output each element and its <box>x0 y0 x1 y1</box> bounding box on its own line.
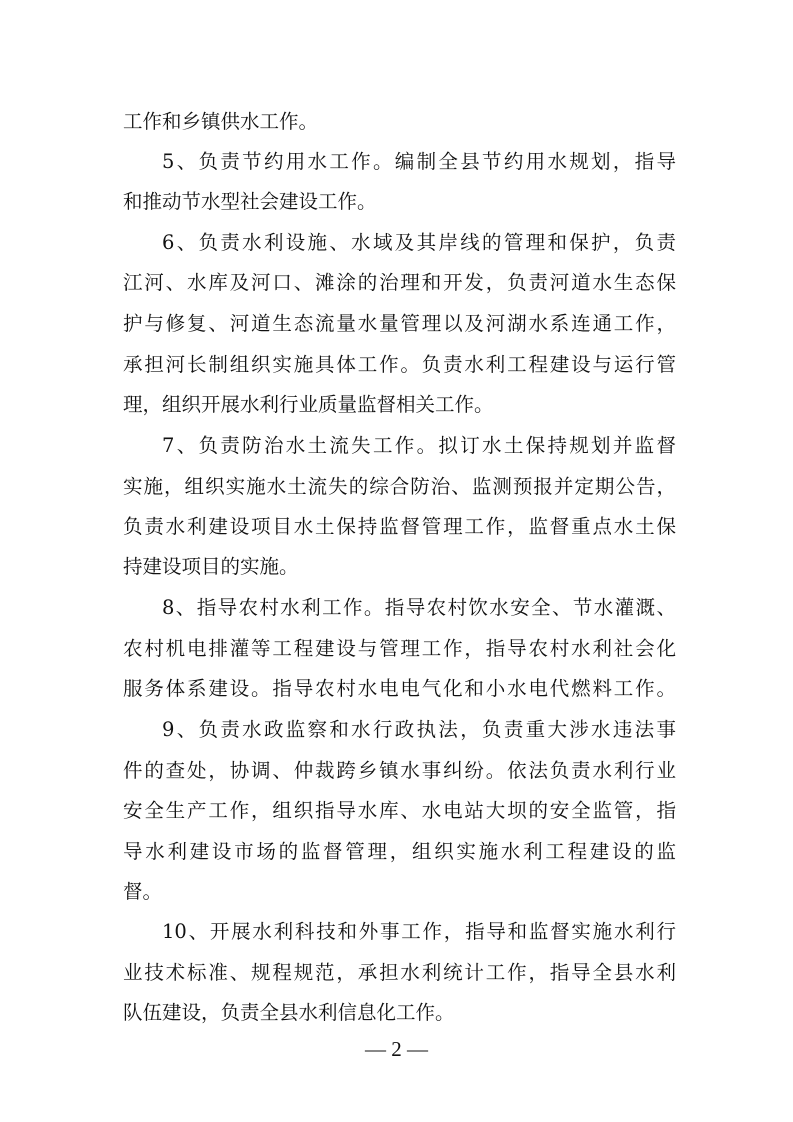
text-line: 6、负责水利设施、水域及其岸线的管理和保护，负责 <box>162 231 676 254</box>
text-line: 工作和乡镇供水工作。 <box>123 110 319 133</box>
text-line: 实施，组织实施水土流失的综合防治、监测预报并定期公告， <box>123 475 676 498</box>
text-line: 江河、水库及河口、滩涂的治理和开发，负责河道水生态保 <box>123 271 676 294</box>
text-line: 10、开展水利科技和外事工作，指导和监督实施水利行 <box>162 920 676 943</box>
text-line: 理，组织开展水利行业质量监督相关工作。 <box>123 393 494 416</box>
text-line: 件的查处，协调、仲裁跨乡镇水事纠纷。依法负责水利行业 <box>123 759 676 782</box>
text-line: 服务体系建设。指导农村水电电气化和小水电代燃料工作。 <box>123 677 676 700</box>
text-line: 安全生产工作，组织指导水库、水电站大坝的安全监管，指 <box>123 799 676 822</box>
text-line: 护与修复、河道生态流量水量管理以及河湖水系连通工作， <box>123 312 676 335</box>
page-number: — 2 — <box>365 1037 428 1061</box>
text-line: 持建设项目的实施。 <box>123 555 299 578</box>
text-line: 队伍建设，负责全县水利信息化工作。 <box>123 1001 455 1024</box>
text-line: 负责水利建设项目水土保持监督管理工作，监督重点水土保 <box>123 515 676 538</box>
text-line: 5、负责节约用水工作。编制全县节约用水规划，指导 <box>162 150 676 173</box>
text-line: 导水利建设市场的监督管理，组织实施水利工程建设的监 <box>123 840 676 863</box>
text-line: 农村机电排灌等工程建设与管理工作，指导农村水利社会化 <box>123 637 676 660</box>
text-line: 8、指导农村水利工作。指导农村饮水安全、节水灌溉、 <box>162 596 676 619</box>
text-line: 9、负责水政监察和水行政执法，负责重大涉水违法事 <box>162 718 676 741</box>
text-line: 承担河长制组织实施具体工作。负责水利工程建设与运行管 <box>123 353 676 376</box>
text-line: 业技术标准、规程规范，承担水利统计工作，指导全县水利 <box>123 961 676 984</box>
text-line: 督。 <box>123 880 163 903</box>
text-line: 和推动节水型社会建设工作。 <box>123 190 377 213</box>
text-line: 7、负责防治水土流失工作。拟订水土保持规划并监督 <box>162 434 676 457</box>
